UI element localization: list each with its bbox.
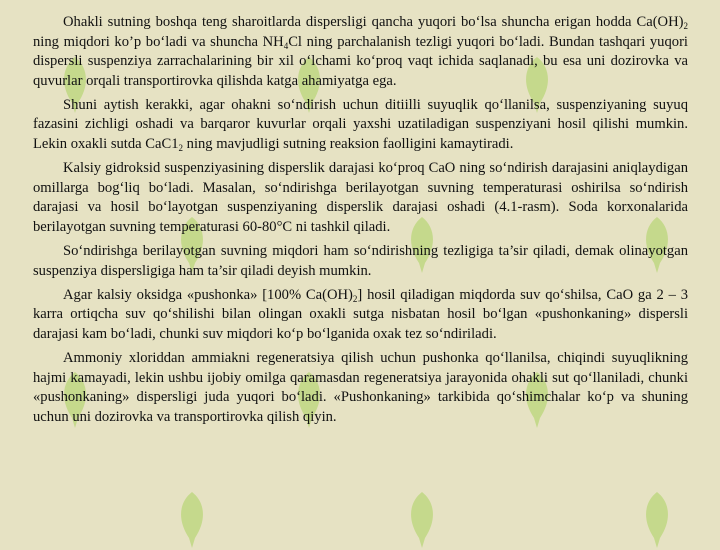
subscript: 4 [283,40,289,51]
text-run: ning miqdori ko’p bo‘ladi va shuncha NH [33,33,284,50]
document-body [33,13,688,432]
green-leaf-icon [175,490,209,550]
green-leaf-icon [640,490,674,550]
green-leaf-icon [405,490,439,550]
subscript: 2 [352,293,358,304]
subscript: 2 [683,21,688,31]
paragraph [33,159,688,237]
text-run: Agar kalsiy oksidga «pushonka» [100% Ca(OH) [63,286,353,303]
paragraph [33,13,688,91]
text-run: ] hosil qiladigan miqdorda suv qo‘shilsa, CaO ga 2 – 3 karra ortiqcha suv qo‘shilishi bilan olingan oxakli sutga nisbatan hosil bo‘lgan «pushonkaning» dispersli darajasi kam bo‘ladi, chunki suv miqdori ko‘p bo‘lganida oxak tez so‘ndiriladi. [33,286,689,342]
text-run: Ohakli sutning boshqa teng sharoitlarda dispersligi qancha yuqori bo‘lsa shuncha erigan hodda Ca(OH) [63,14,684,30]
text-run: Kalsiy gidroksid suspenziyasining disperslik darajasi ko‘proq CaO ning so‘ndirish darajasini aniqlaydigan omillarga bog‘liq bo‘ladi. Masalan, so‘ndirishga berilayotgan suvning temperaturasi oshirilsa so‘ndirish darajasi va hosil bo‘layotgan suspenziyaning disperslik darajasi oshadi (4.1-rasm). Soda korxonalarida berilayotgan suvning temperaturasi 60-80°C ni tashkil qiladi. [33,160,688,235]
text-run: Ammoniy xloriddan ammiakni regeneratsiya qilish uchun pushonka qo‘llanilsa, chiqindi suyuqlikning hajmi kamayadi, lekin ushbu ijobiy omilga qaramasdan regeneratsiya jarayonida ohakli sut qo‘llaniladi, chunki «pushonkaning» dispersligi juda yuqori bo‘ladi. «Pushonkaning» tarkibida qo‘shimchalar ko‘p va shuning uchun uni dozirovka va transportirovka qilish qiyin. [33,350,688,425]
text-run: So‘ndirishga berilayotgan suvning miqdori ham so‘ndirishning tezligiga ta’sir qiladi, demak olinayotgan suspenziya dispersligiga ham ta’sir qiladi deyish mumkin. [33,243,688,279]
text-run: Shuni aytish kerakki, agar ohakni so‘ndirish uchun ditiilli suyuqlik qo‘llanilsa, suspenziyaning suyuq fazasini zichligi oshadi va barqaror kuvurlar orqali yaxshi uzatiladigan suspenziyani hosil qilishi mumkin. Lekin oxakli sutda CaC1 [33,96,688,153]
paragraph [33,242,688,281]
paragraph [33,286,688,345]
text-run: ning mavjudligi sutning reaksion faolligini kamaytiradi. [183,136,514,153]
subscript: 2 [178,143,184,154]
paragraph [33,349,688,427]
paragraph [33,96,688,155]
text-run: Cl ning parchalanish tezligi yuqori bo‘ladi. Bundan tashqari yuqori dispersli suspenziya zarrachalarining bir xil o‘lchami ko‘proq vaqt ichida saqlanadi, bu esa uni dozirovka va quvurlar orqali transportirovka qilishda katga ahamiyatga ega. [33,33,688,89]
